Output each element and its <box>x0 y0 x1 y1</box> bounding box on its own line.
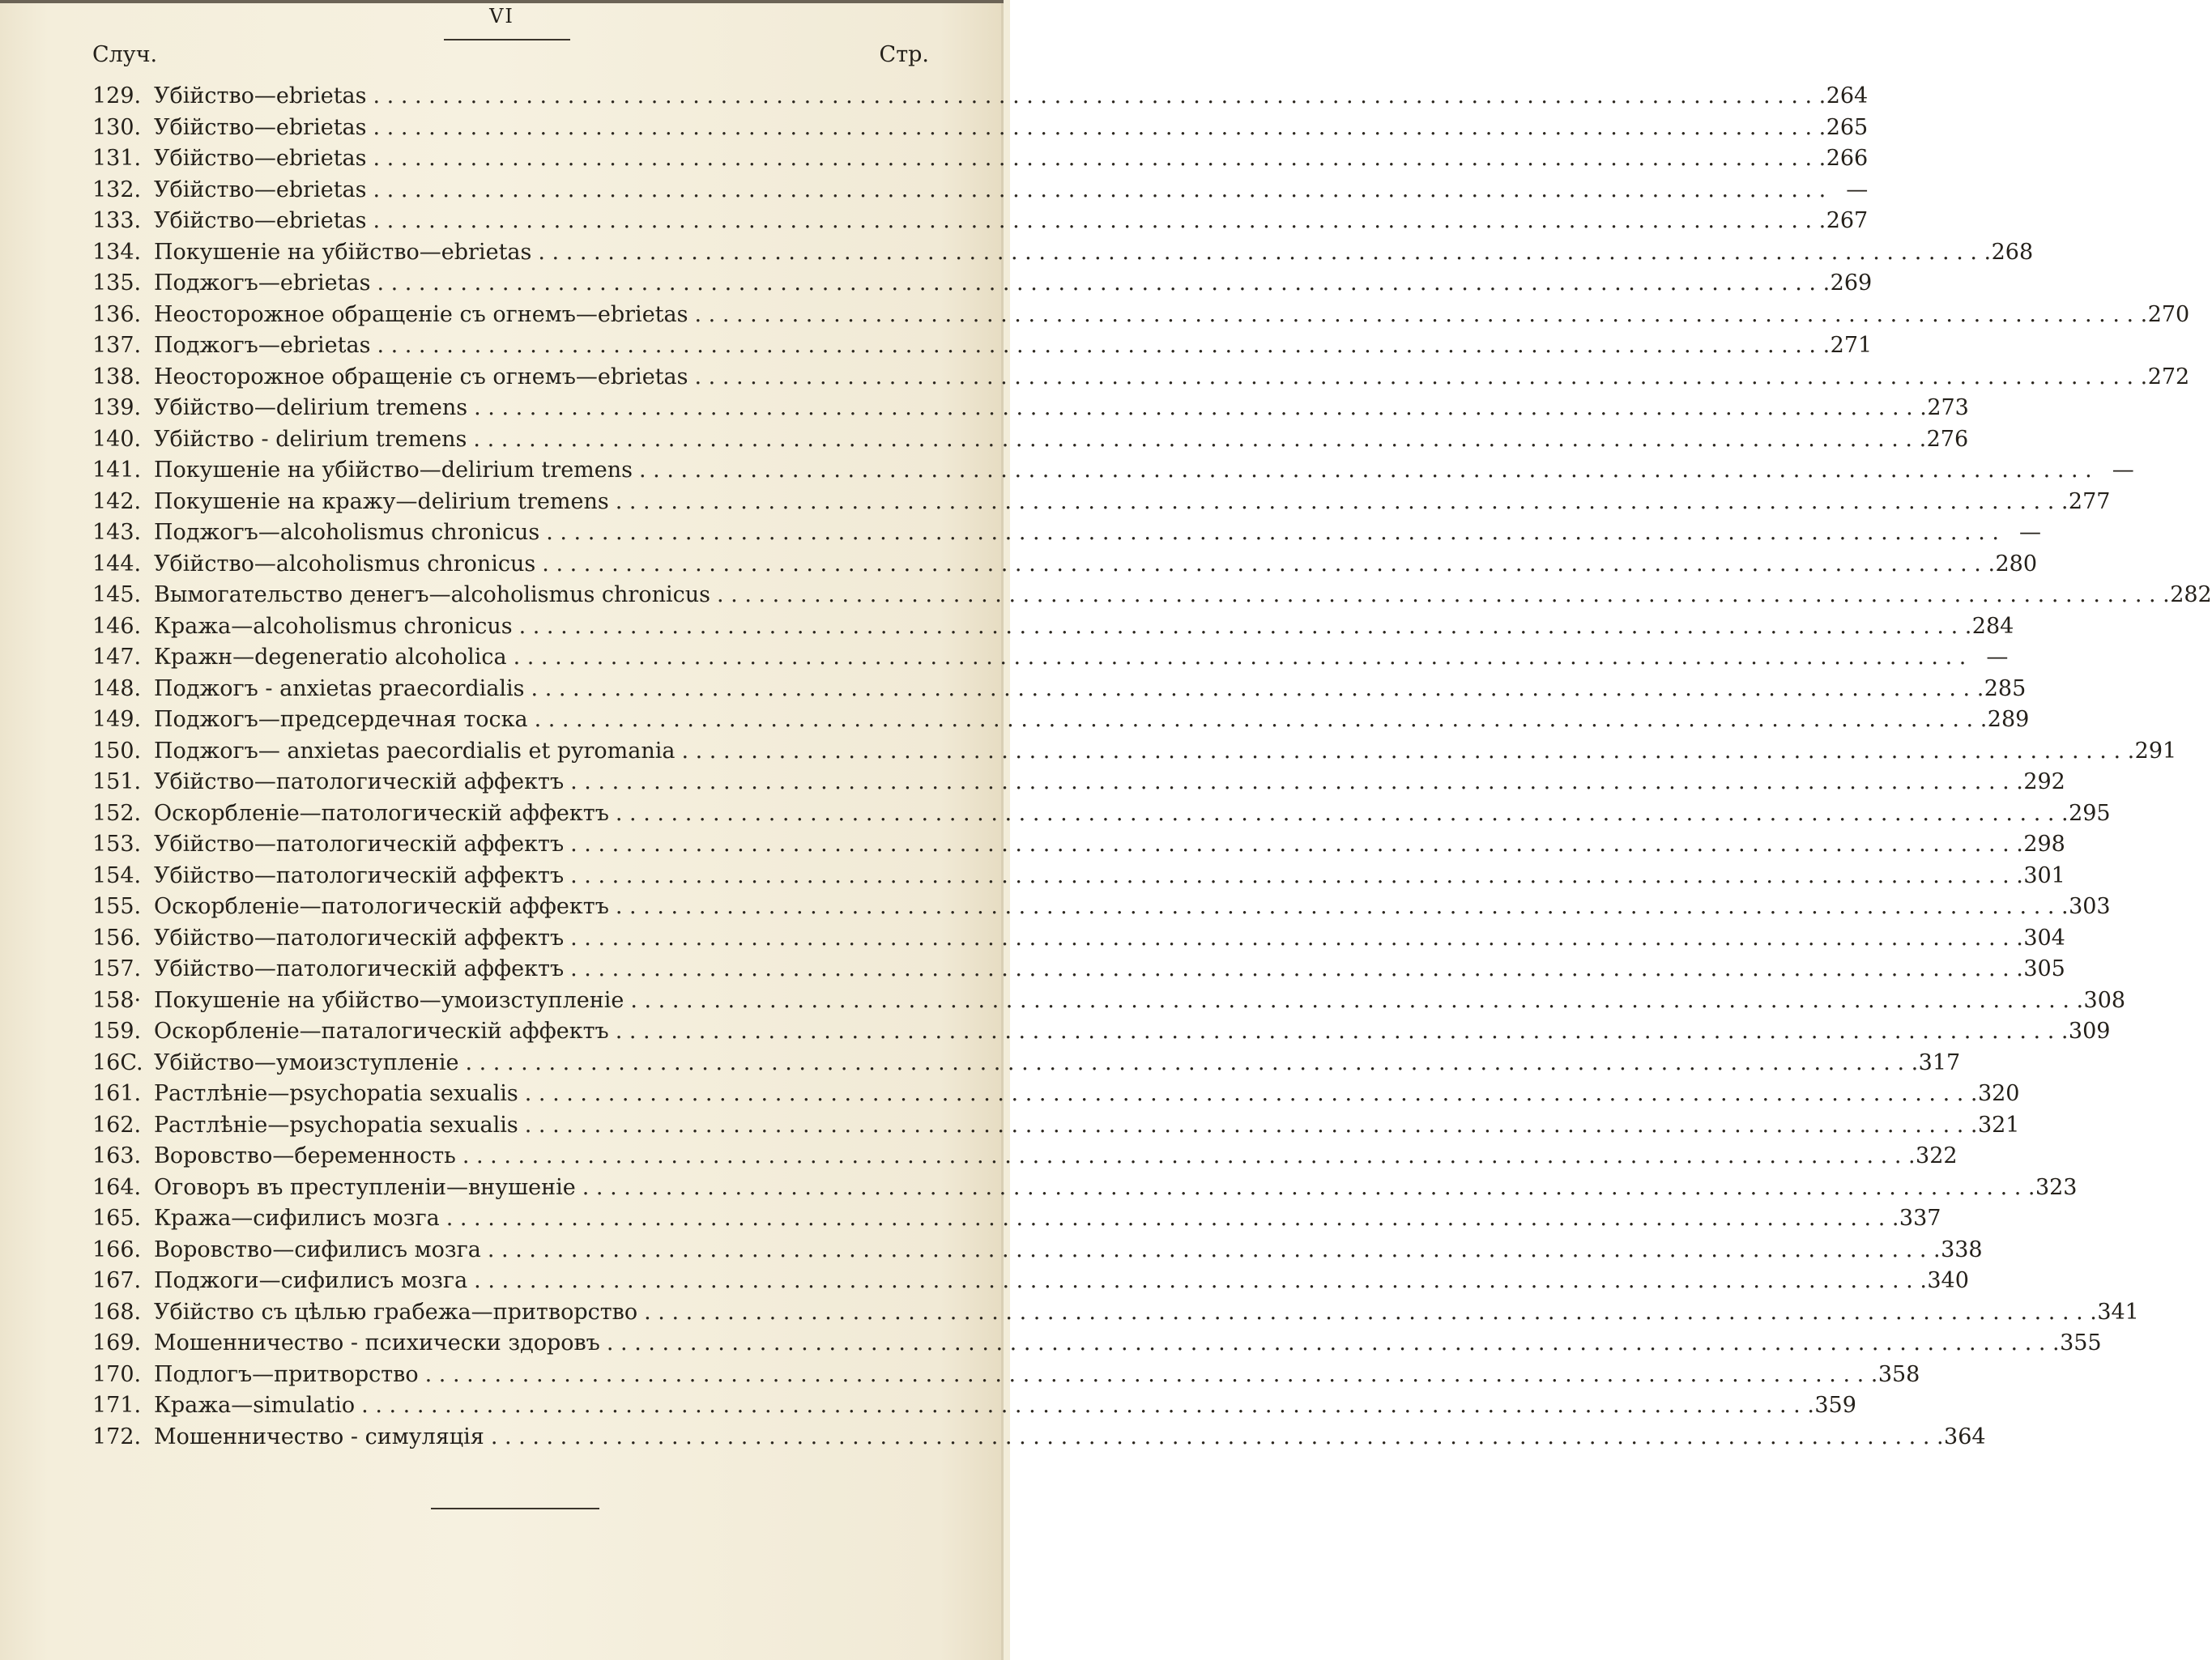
toc-entry <box>92 704 2030 736</box>
case-number: 138. <box>92 364 142 389</box>
dot-leader <box>370 268 1830 300</box>
case-number: 137. <box>92 333 142 358</box>
page-number: 270 <box>2147 301 2190 327</box>
end-rule <box>431 1508 599 1509</box>
case-title: Поджогъ—ebrietas <box>154 270 371 296</box>
page-number: 323 <box>2035 1174 2078 1200</box>
case-number: 142. <box>92 488 142 514</box>
case-number: 159. <box>92 1019 142 1044</box>
toc-entry <box>92 143 1869 175</box>
dot-leader <box>370 330 1830 362</box>
dot-leader <box>688 300 2147 331</box>
toc-entry <box>92 892 2111 923</box>
table-of-contents <box>92 81 2212 1453</box>
page-number: 266 <box>1826 146 1869 171</box>
dot-leader <box>576 1173 2035 1204</box>
toc-entry <box>92 487 2111 518</box>
toc-entry <box>92 362 2190 394</box>
toc-entry <box>92 1173 2078 1204</box>
case-number: 140. <box>92 426 142 452</box>
page-number: 292 <box>2023 769 2065 794</box>
case-number: 150. <box>92 738 142 764</box>
case-title: Убійство—патологическій аффектъ <box>154 862 565 888</box>
case-title: Убійство—патологическій аффектъ <box>154 925 565 951</box>
case-title: Оскорбленіе—патологическій аффектъ <box>154 800 609 826</box>
case-title: Воровство—сифилисъ мозга <box>154 1236 481 1262</box>
toc-entry <box>92 1297 2139 1329</box>
page-number: 364 <box>1944 1424 1986 1449</box>
case-number: 172. <box>92 1424 142 1449</box>
column-header-page: Стр. <box>879 42 929 67</box>
page-number: — <box>2018 520 2041 545</box>
dot-leader <box>675 736 2134 768</box>
case-number: 132. <box>92 177 142 202</box>
page-number: 301 <box>2023 862 2065 888</box>
toc-entry <box>92 1266 1969 1297</box>
case-title: Убійство—ebrietas <box>154 177 367 202</box>
page-number: 269 <box>1830 270 1873 296</box>
toc-entry <box>92 736 2177 768</box>
dot-leader <box>564 954 2023 985</box>
page-number: 264 <box>1826 83 1869 109</box>
case-number: 164. <box>92 1174 142 1200</box>
case-title: Убійство—ebrietas <box>154 146 367 171</box>
case-title: Убійство съ цѣлью грабежа—притворство <box>154 1299 638 1325</box>
dot-leader <box>467 424 1926 456</box>
dot-leader <box>539 517 1999 549</box>
dot-leader <box>367 206 1826 237</box>
page-number: 359 <box>1814 1393 1856 1418</box>
case-title: Убійство—alcoholismus chronicus <box>154 551 536 577</box>
case-title: Оскорбленіе—патологическій аффектъ <box>154 894 609 919</box>
toc-entry <box>92 1110 2020 1142</box>
case-title: Убійство—умоизступленіе <box>154 1049 459 1075</box>
dot-leader <box>481 1235 1941 1266</box>
case-number: 147. <box>92 645 142 670</box>
page-top-edge <box>0 0 1004 3</box>
case-number: 165. <box>92 1206 142 1231</box>
toc-entry <box>92 798 2111 830</box>
dot-leader <box>633 455 2092 487</box>
dot-leader <box>531 237 1991 269</box>
case-number: 149. <box>92 707 142 732</box>
page-number: 355 <box>2060 1330 2102 1356</box>
toc-entry <box>92 113 1869 144</box>
case-number: 143. <box>92 520 142 545</box>
case-title: Подлогъ—притворство <box>154 1361 419 1387</box>
dot-leader <box>355 1390 1814 1422</box>
page-number: 295 <box>2069 800 2111 826</box>
page-number: — <box>1986 645 2009 670</box>
dot-leader <box>419 1360 1878 1391</box>
case-title: Мошенничество - симуляція <box>154 1424 484 1449</box>
page-number: 358 <box>1877 1361 1920 1387</box>
case-title: Кража—simulatio <box>154 1393 356 1418</box>
toc-entry <box>92 1079 2020 1110</box>
dot-leader <box>609 798 2069 830</box>
dot-leader <box>525 674 1984 705</box>
page-number: 322 <box>1916 1143 1958 1168</box>
case-title: Растлѣніе—psychopatia sexualis <box>154 1081 518 1106</box>
case-number: 135. <box>92 270 142 296</box>
case-number: 154. <box>92 862 142 888</box>
case-number: 162. <box>92 1112 142 1138</box>
case-title: Поджогъ— anxietas paecordialis et pyromania <box>154 738 676 764</box>
dot-leader <box>467 1266 1927 1297</box>
case-title: Убійство—патологическій аффектъ <box>154 832 565 857</box>
page-number: 268 <box>1991 239 2034 265</box>
page-number: 272 <box>2147 364 2190 389</box>
toc-entry <box>92 300 2190 331</box>
case-number: 130. <box>92 114 142 140</box>
case-title: Поджогъ - anxietas praecordialis <box>154 675 525 701</box>
case-title: Кража—alcoholismus chronicus <box>154 613 513 639</box>
toc-entry <box>92 517 2041 549</box>
case-title: Убійство—патологическій аффектъ <box>154 956 565 981</box>
case-number: 141. <box>92 458 142 483</box>
page-number: 277 <box>2068 488 2111 514</box>
page-number: 320 <box>1977 1081 2020 1106</box>
case-title: Воровство—беременность <box>154 1143 456 1168</box>
case-number: 171. <box>92 1393 142 1418</box>
dot-leader <box>564 767 2023 798</box>
toc-entry <box>92 611 2014 643</box>
page-number: 317 <box>1918 1049 1961 1075</box>
dot-leader <box>440 1203 1899 1235</box>
case-title: Растлѣніе—psychopatia sexualis <box>154 1112 518 1138</box>
dot-leader <box>535 549 1995 581</box>
case-number: 168. <box>92 1299 142 1325</box>
case-number: 134. <box>92 239 142 265</box>
toc-entry <box>92 1235 1983 1266</box>
page-number: 289 <box>1987 707 2030 732</box>
dot-leader <box>624 985 2083 1017</box>
dot-leader <box>518 1110 1978 1142</box>
dot-leader <box>367 113 1826 144</box>
dot-leader <box>564 923 2023 955</box>
case-title: Кража—сифилисъ мозга <box>154 1206 440 1231</box>
toc-entry <box>92 393 1969 424</box>
toc-entry <box>92 1141 1958 1173</box>
case-title: Убійство—патологическій аффектъ <box>154 769 565 794</box>
case-number: 170. <box>92 1361 142 1387</box>
page-number: 304 <box>2023 925 2065 951</box>
case-number: 136. <box>92 301 142 327</box>
page-number: — <box>2112 458 2134 483</box>
dot-leader <box>456 1141 1916 1173</box>
case-number: 131. <box>92 146 142 171</box>
case-title: Покушеніе на убійство—ebrietas <box>154 239 532 265</box>
case-title: Оговоръ въ преступленіи—внушеніе <box>154 1174 576 1200</box>
page-number: 303 <box>2069 894 2111 919</box>
toc-entry <box>92 1390 1856 1422</box>
case-number: 156. <box>92 925 142 951</box>
toc-entry <box>92 330 1873 362</box>
case-title: Оскорбленіе—паталогическій аффектъ <box>154 1019 609 1044</box>
case-title: Покушеніе на убійство—delirium tremens <box>154 458 633 483</box>
case-number: 158· <box>92 987 142 1013</box>
page-number: 273 <box>1927 395 1969 420</box>
dot-leader <box>367 143 1826 175</box>
case-title: Поджогъ—ebrietas <box>154 333 371 358</box>
case-number: 152. <box>92 800 142 826</box>
case-title: Вымогательство денегъ—alcoholismus chronicus <box>154 582 710 607</box>
dot-leader <box>458 1048 1918 1079</box>
page-number: 271 <box>1830 333 1873 358</box>
case-title: Кражн—degeneratio alcoholica <box>154 645 507 670</box>
dot-leader <box>688 362 2147 394</box>
toc-entry <box>92 206 1869 237</box>
page-number: 305 <box>2023 956 2065 981</box>
toc-entry <box>92 1328 2102 1360</box>
toc-entry <box>92 861 2065 892</box>
dot-leader <box>507 642 1967 674</box>
case-number: 151. <box>92 769 142 794</box>
dot-leader <box>564 861 2023 892</box>
dot-leader <box>609 1016 2069 1048</box>
page-number: 265 <box>1826 114 1869 140</box>
dot-leader <box>609 892 2069 923</box>
page-number: 291 <box>2134 738 2177 764</box>
dot-leader <box>710 580 2170 611</box>
case-title: Поджогъ—предсердечная тоска <box>154 707 528 732</box>
page-number: 285 <box>1984 675 2027 701</box>
case-title: Поджоги—сифилисъ мозга <box>154 1268 468 1293</box>
toc-entry <box>92 81 1869 113</box>
case-title: Неосторожное обращеніе съ огнемъ—ebrietas <box>154 301 688 327</box>
page-number: 341 <box>2097 1299 2139 1325</box>
case-number: 133. <box>92 208 142 233</box>
toc-entry <box>92 580 2212 611</box>
toc-entry <box>92 549 2038 581</box>
toc-entry <box>92 1422 1986 1454</box>
dot-leader <box>564 829 2023 861</box>
page-number: 321 <box>1977 1112 2020 1138</box>
toc-entry <box>92 642 2009 674</box>
case-title: Убійство - delirium tremens <box>154 426 467 452</box>
page-number: 276 <box>1926 426 1969 452</box>
case-number: 148. <box>92 675 142 701</box>
column-header-case: Случ. <box>92 42 158 67</box>
case-number: 146. <box>92 613 142 639</box>
toc-entry <box>92 829 2065 861</box>
case-number: 145. <box>92 582 142 607</box>
case-number: 153. <box>92 832 142 857</box>
page-number: 338 <box>1941 1236 1983 1262</box>
dot-leader <box>600 1328 2060 1360</box>
case-title: Поджогъ—alcoholismus chronicus <box>154 520 540 545</box>
page-number: — <box>1846 177 1869 202</box>
page-number: 282 <box>2170 582 2212 607</box>
page-folio: VI <box>489 5 514 28</box>
page-number: 280 <box>1995 551 2038 577</box>
case-number: 16C. <box>92 1049 143 1075</box>
case-number: 129. <box>92 83 142 109</box>
page-number: 284 <box>1971 613 2014 639</box>
toc-entry <box>92 237 2034 269</box>
page-number: 267 <box>1826 208 1869 233</box>
page-number: 298 <box>2023 832 2065 857</box>
dot-leader <box>484 1422 1944 1454</box>
dot-leader <box>467 393 1927 424</box>
case-number: 144. <box>92 551 142 577</box>
toc-entry <box>92 1016 2111 1048</box>
case-title: Убійство—delirium tremens <box>154 395 468 420</box>
case-number: 139. <box>92 395 142 420</box>
toc-entry <box>92 985 2126 1017</box>
toc-entry <box>92 954 2065 985</box>
dot-leader <box>609 487 2069 518</box>
case-title: Покушеніе на кражу—delirium tremens <box>154 488 609 514</box>
folio-rule <box>444 39 570 40</box>
page-number: 337 <box>1899 1206 1941 1231</box>
case-number: 167. <box>92 1268 142 1293</box>
case-number: 169. <box>92 1330 142 1356</box>
case-title: Неосторожное обращеніе съ огнемъ—ebrietas <box>154 364 688 389</box>
case-title: Убійство—ebrietas <box>154 83 367 109</box>
toc-entry <box>92 767 2065 798</box>
toc-entry <box>92 268 1873 300</box>
page-number: 309 <box>2068 1019 2111 1044</box>
case-title: Покушеніе на убійство—умоизступленіе <box>154 987 624 1013</box>
toc-entry <box>92 424 1969 456</box>
dot-leader <box>513 611 1972 643</box>
dot-leader <box>518 1079 1978 1110</box>
case-title: Убійство—ebrietas <box>154 208 367 233</box>
toc-entry <box>92 923 2065 955</box>
case-number: 166. <box>92 1236 142 1262</box>
case-number: 157. <box>92 956 142 981</box>
case-number: 161. <box>92 1081 142 1106</box>
toc-entry <box>92 175 1869 206</box>
case-title: Мошенничество - психически здоровъ <box>154 1330 600 1356</box>
case-number: 155. <box>92 894 142 919</box>
page-number: 308 <box>2083 987 2126 1013</box>
toc-entry <box>92 674 2027 705</box>
case-title: Убійство—ebrietas <box>154 114 367 140</box>
toc-entry <box>92 1203 1941 1235</box>
dot-leader <box>367 81 1826 113</box>
page-number: 340 <box>1927 1268 1969 1293</box>
toc-entry <box>92 455 2134 487</box>
dot-leader <box>367 175 1826 206</box>
dot-leader <box>528 704 1988 736</box>
toc-entry <box>92 1048 1961 1079</box>
case-number: 163. <box>92 1143 142 1168</box>
toc-entry <box>92 1360 1920 1391</box>
dot-leader <box>637 1297 2097 1329</box>
